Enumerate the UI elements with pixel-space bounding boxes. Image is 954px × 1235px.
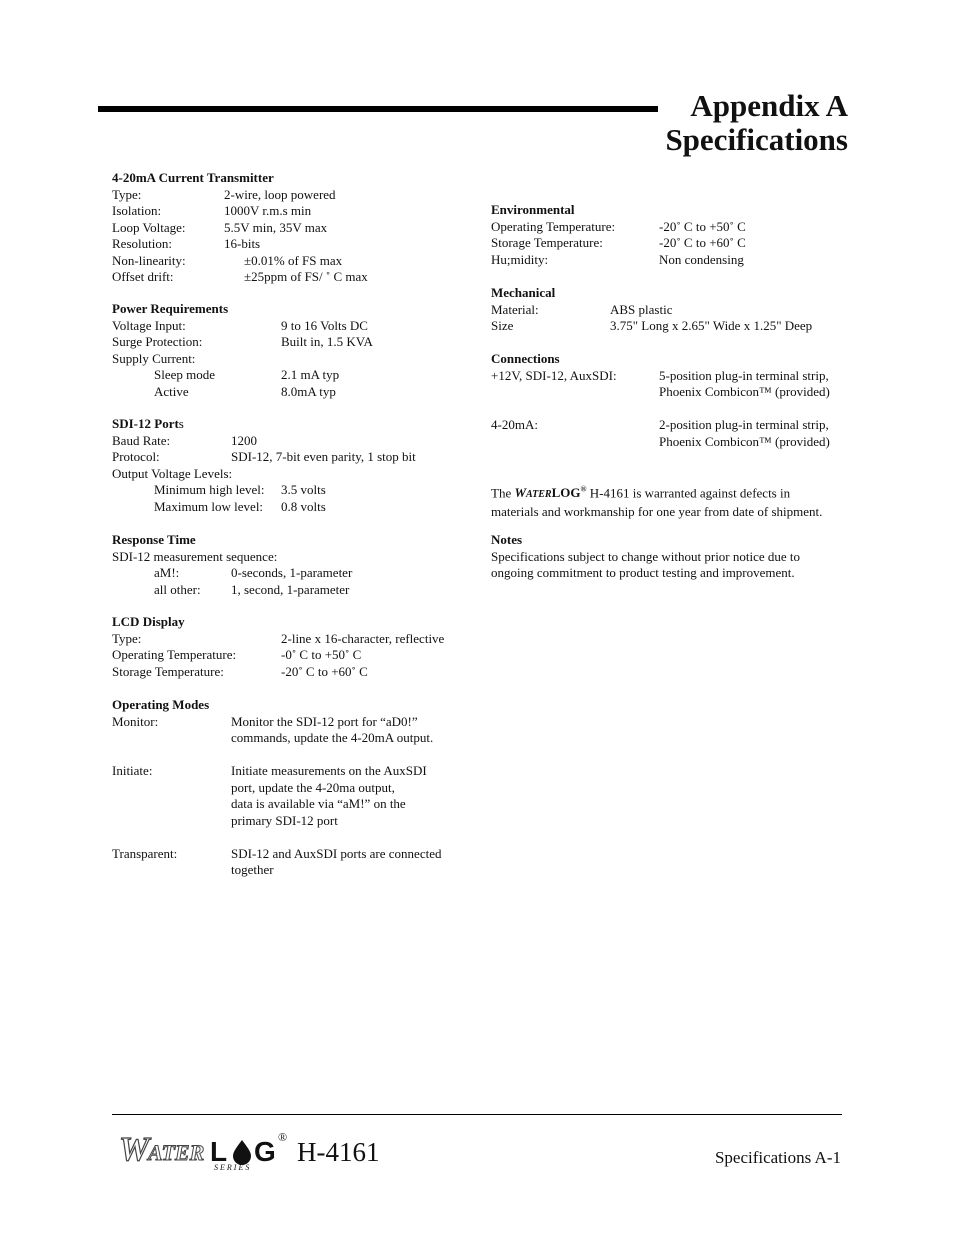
environmental-section xyxy=(491,202,851,268)
sdi-section xyxy=(112,416,472,515)
spec-row xyxy=(491,219,851,236)
spec-row xyxy=(112,351,472,368)
spec-label: Minimum high level: xyxy=(154,482,265,497)
spec-row xyxy=(112,449,472,466)
spec-value: 3.75" Long x 2.65" Wide x 1.25" Deep xyxy=(610,318,813,333)
connections-section xyxy=(491,351,851,450)
spec-row xyxy=(491,302,851,319)
spec-label: Type: xyxy=(112,630,142,646)
spec-value: -20˚ C to +60˚ C xyxy=(659,235,746,250)
block-line: commands, update the 4-20mA output. xyxy=(231,730,434,745)
spec-row xyxy=(112,631,472,648)
spec-value: SDI-12 and AuxSDI ports are connected xyxy=(231,845,442,861)
spec-label: Type: xyxy=(112,186,142,202)
block-row xyxy=(491,417,851,434)
spec-label: Transparent: xyxy=(112,845,178,861)
section-heading: Power Requirements xyxy=(112,301,229,316)
logo-registered: ® xyxy=(278,1130,288,1144)
spec-label: Loop Voltage: xyxy=(112,219,186,235)
spec-value: 0-seconds, 1-parameter xyxy=(231,565,353,580)
spec-row xyxy=(112,269,472,286)
notes-line: Specifications subject to change without prior notice due to xyxy=(491,548,801,564)
spec-label: Storage Temperature: xyxy=(112,663,224,679)
power-section xyxy=(112,301,472,400)
modes-section xyxy=(112,697,472,879)
spec-row xyxy=(112,647,472,664)
spec-value: Initiate measurements on the AuxSDI xyxy=(231,763,427,778)
spec-value: ABS plastic xyxy=(610,301,673,317)
appendix-title: Appendix A xyxy=(690,88,848,123)
block-line: primary SDI-12 port xyxy=(231,812,338,828)
logo-series: S E R I E S xyxy=(214,1163,250,1172)
lcd-section xyxy=(112,614,472,680)
spec-value: Non condensing xyxy=(659,251,744,267)
block-line: Phoenix Combicon™ (provided) xyxy=(659,433,830,449)
spec-label: Sleep mode xyxy=(154,367,216,382)
spec-value: 3.5 volts xyxy=(281,482,326,497)
output-label: Output Voltage Levels: xyxy=(112,465,233,481)
spec-row xyxy=(112,565,472,582)
spec-value: 5-position plug-in terminal strip, xyxy=(659,367,829,383)
spec-label: Operating Temperature: xyxy=(491,218,616,234)
water-drop-icon xyxy=(233,1140,251,1165)
spec-label: Isolation: xyxy=(112,203,162,218)
spec-row xyxy=(112,582,472,599)
transmitter-section xyxy=(112,170,472,286)
spec-value: 1000V r.m.s min xyxy=(224,203,312,218)
spec-label: 4-20mA: xyxy=(491,417,538,432)
spec-label: Initiate: xyxy=(112,763,153,778)
spec-label: Surge Protection: xyxy=(112,334,203,349)
spec-row xyxy=(112,433,472,450)
spec-label: Size xyxy=(491,318,514,333)
spec-row xyxy=(112,318,472,335)
spec-row xyxy=(112,236,472,253)
section-heading: Operating Modes xyxy=(112,697,210,712)
block-row xyxy=(112,714,472,731)
spec-label: Material: xyxy=(491,301,539,317)
warranty-section xyxy=(491,482,861,520)
spec-value: ±0.01% of FS max xyxy=(244,252,343,268)
section-heading: Connections xyxy=(491,351,560,366)
spec-row xyxy=(112,220,472,237)
block-line: data is available via “aM!” on the xyxy=(231,796,406,811)
spec-label: Offset drift: xyxy=(112,269,174,284)
spec-label: Active xyxy=(154,383,189,399)
spec-row xyxy=(112,499,472,516)
response-line: SDI-12 measurement sequence: xyxy=(112,548,278,564)
header-rule xyxy=(98,106,658,112)
spec-row xyxy=(112,384,472,401)
spec-row xyxy=(112,367,472,384)
spec-label: Operating Temperature: xyxy=(112,647,237,662)
spec-label: Voltage Input: xyxy=(112,317,186,333)
section-heading: 4-20mA Current Transmitter xyxy=(112,170,274,185)
spec-value: 2-line x 16-character, reflective xyxy=(281,630,445,646)
spec-value: Monitor the SDI-12 port for “aD0!” xyxy=(231,713,418,729)
mechanical-section xyxy=(491,285,851,335)
spec-label: Monitor: xyxy=(112,713,159,729)
spec-value: ±25ppm of FS/ ˚ C max xyxy=(244,269,368,284)
appendix-subtitle: Specifications xyxy=(665,122,848,157)
spec-label: Protocol: xyxy=(112,449,160,464)
notes-line: ongoing commitment to product testing and improvement. xyxy=(491,565,795,580)
footer-rule xyxy=(112,1114,842,1115)
page-reference: Specifications A-1 xyxy=(714,1148,841,1167)
spec-value: 0.8 volts xyxy=(281,498,326,514)
spec-value: -20˚ C to +50˚ C xyxy=(659,218,746,234)
spec-row xyxy=(112,203,472,220)
spec-value: 1200 xyxy=(231,432,257,448)
spec-label: Supply Current: xyxy=(112,350,196,366)
spec-label: Storage Temperature: xyxy=(491,235,603,250)
warranty-line: The WATERLOG® H-4161 is warranted against defects in xyxy=(491,485,791,501)
spec-label: Resolution: xyxy=(112,236,172,251)
spec-label: Maximum low level: xyxy=(154,498,264,514)
spec-value: 9 to 16 Volts DC xyxy=(281,317,368,333)
spec-row xyxy=(112,187,472,204)
block-row xyxy=(112,846,472,863)
block-line: port, update the 4-20ma output, xyxy=(231,779,395,795)
logo-w: W xyxy=(119,1131,150,1168)
model-number: H-4161 xyxy=(297,1137,380,1167)
spec-label: aM!: xyxy=(154,565,180,580)
logo-g: G xyxy=(254,1136,276,1167)
spec-row xyxy=(491,252,851,269)
logo-ater: ATER xyxy=(148,1140,205,1165)
spec-value: 1, second, 1-parameter xyxy=(231,581,350,597)
section-heading: SDI-12 Ports xyxy=(112,416,184,431)
section-heading: Response Time xyxy=(112,532,196,547)
spec-value: -0˚ C to +50˚ C xyxy=(281,647,362,662)
spec-row xyxy=(491,235,851,252)
section-heading: LCD Display xyxy=(112,614,185,629)
block-row xyxy=(491,368,851,385)
spec-value: 2-wire, loop powered xyxy=(224,186,336,202)
block-row xyxy=(112,763,472,780)
notes-section xyxy=(491,532,861,582)
spec-row xyxy=(112,334,472,351)
block-line: Phoenix Combicon™ (provided) xyxy=(659,384,830,399)
spec-row xyxy=(491,318,851,335)
logo-log: L xyxy=(210,1136,228,1167)
section-heading: Mechanical xyxy=(491,285,556,300)
spec-row xyxy=(112,664,472,681)
response-section xyxy=(112,532,472,598)
spec-value: 8.0mA typ xyxy=(281,383,336,399)
spec-label: Baud Rate: xyxy=(112,432,171,448)
spec-label: +12V, SDI-12, AuxSDI: xyxy=(491,367,617,383)
spec-value: 16-bits xyxy=(224,236,261,251)
spec-label: Non-linearity: xyxy=(112,252,186,268)
spec-value: 5.5V min, 35V max xyxy=(224,219,328,235)
spec-value: SDI-12, 7-bit even parity, 1 stop bit xyxy=(231,449,416,464)
spec-value: 2-position plug-in terminal strip, xyxy=(659,417,829,432)
spec-label: all other: xyxy=(154,581,201,597)
spec-row xyxy=(112,253,472,270)
warranty-line2: materials and workmanship for one year from date of shipment. xyxy=(491,503,823,519)
block-line: together xyxy=(231,862,274,877)
spec-value: -20˚ C to +60˚ C xyxy=(281,663,368,679)
section-heading: Environmental xyxy=(491,202,575,217)
spec-row xyxy=(112,482,472,499)
spec-value: Built in, 1.5 KVA xyxy=(281,334,373,349)
spec-value: 2.1 mA typ xyxy=(281,367,340,382)
section-heading: Notes xyxy=(491,532,523,547)
spec-label: Hu;midity: xyxy=(491,251,549,267)
waterlog-logo xyxy=(118,1128,296,1172)
